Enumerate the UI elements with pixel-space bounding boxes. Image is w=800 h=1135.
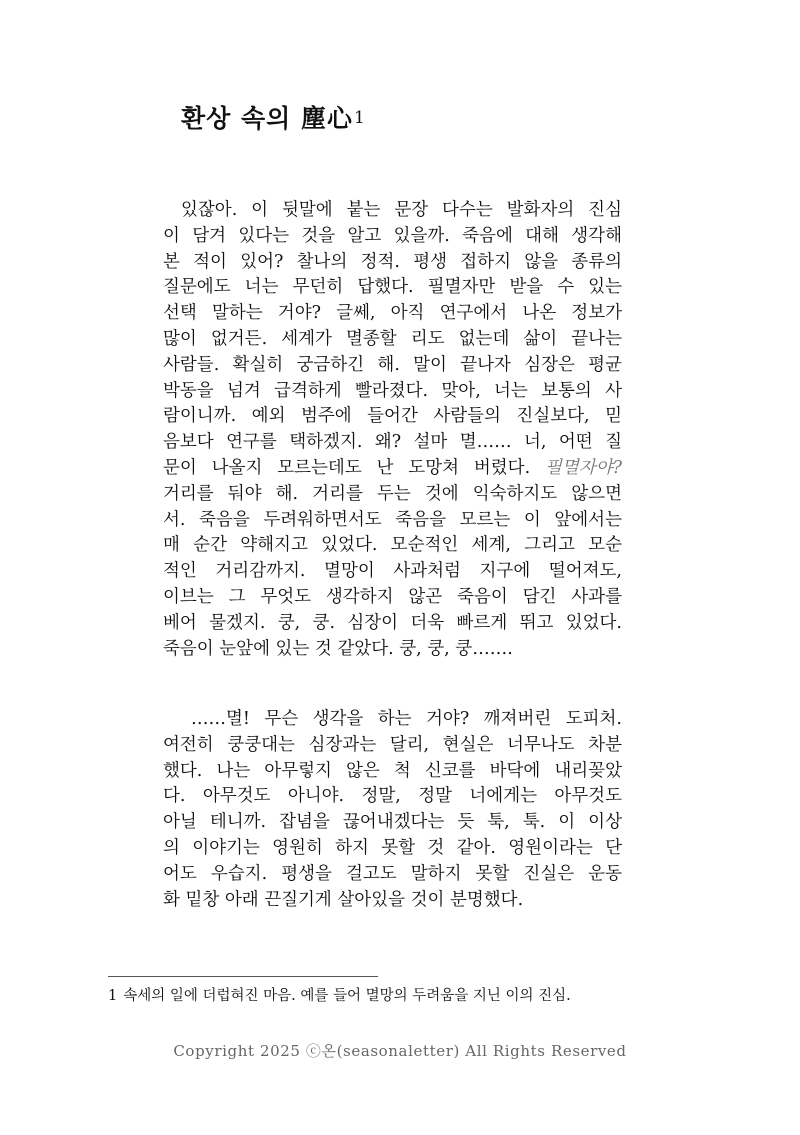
- paragraph-2: [163, 707, 622, 913]
- text-line: 음보다 연구를 택하겠지. 왜? 설마 멸…… 너, 어떤 질: [163, 432, 622, 453]
- text-line: 이 담겨 있다는 것을 알고 있을까. 죽음에 대해 생각해: [163, 225, 622, 246]
- text-line: 거리를 둬야 해. 거리를 두는 것에 익숙하지도 않으면: [163, 483, 622, 504]
- text-line: 베어 물겠지. 쿵, 쿵. 심장이 더욱 빠르게 뛰고 있었다.: [163, 612, 622, 633]
- footnote: [108, 986, 571, 1006]
- text-line: 다. 아무것도 아니야. 정말, 정말 너에게는 아무것도: [163, 786, 622, 807]
- copyright-notice: Copyright 2025 ⓒ온(seasonaletter) All Rights Reserved: [173, 1042, 627, 1060]
- text-line: 본 적이 있어? 찰나의 정적. 평생 접하지 않을 종류의: [163, 251, 622, 272]
- text-line: 질문에도 너는 무던히 답했다. 필멸자만 받을 수 있는: [163, 277, 622, 298]
- text-line-with-thought: [163, 456, 622, 482]
- text-line: 있잖아. 이 뒷말에 붙는 문장 다수는 발화자의 진심: [181, 200, 622, 220]
- text-line: 화 밑창 아래 끈질기게 살아있을 것이 분명했다.: [163, 889, 524, 910]
- text-line: 이브는 그 무엇도 생각하지 않곤 죽음이 담긴 사과를: [163, 586, 622, 607]
- footnote-text: 속세의 일에 더럽혀진 마음. 예를 들어 멸망의 두려움을 지닌 이의 진심.: [123, 988, 571, 1004]
- inner-thought-text: 필멸자야?: [544, 457, 622, 478]
- text-line: 사람들. 확실히 궁금하긴 해. 말이 끝나자 심장은 평균: [163, 354, 622, 375]
- text-line-main: 문이 나올지 모르는데도 난 도망쳐 버렸다.: [163, 457, 531, 478]
- text-line: 선택 말하는 거야? 글쎄, 아직 연구에서 나온 정보가: [163, 303, 622, 324]
- text-line: 여전히 쿵쿵대는 심장과는 달리, 현실은 너무나도 차분: [163, 734, 622, 755]
- text-line: 아닐 테니까. 잡념을 끊어내겠다는 듯 툭, 툭. 이 이상: [163, 812, 622, 833]
- footnote-divider: [108, 976, 378, 977]
- text-line: ……멸! 무슨 생각을 하는 거야? 깨져버린 도피처.: [191, 709, 622, 729]
- title-text: 환상 속의 塵心: [181, 104, 354, 133]
- text-line: 매 순간 약해지고 있었다. 모순적인 세계, 그리고 모순: [163, 535, 622, 556]
- text-line: 많이 없거든. 세계가 멸종할 리도 없는데 삶이 끝나는: [163, 328, 622, 349]
- text-line: 했다. 나는 아무렇지 않은 척 신코를 바닥에 내리꽂았: [163, 760, 622, 781]
- paragraph-1: [163, 198, 622, 662]
- text-line: 적인 거리감까지. 멸망이 사과처럼 지구에 떨어져도,: [163, 561, 622, 582]
- title-footnote-mark: 1: [354, 108, 366, 128]
- page-title: [181, 100, 366, 138]
- text-line: 죽음이 눈앞에 있는 것 같았다. 쿵, 쿵, 쿵…….: [163, 638, 513, 659]
- text-line: 람이니까. 예외 범주에 들어간 사람들의 진실보다, 믿: [163, 406, 622, 427]
- text-line: 서. 죽음을 두려워하면서도 죽음을 모르는 이 앞에서는: [163, 509, 622, 530]
- text-line: 어도 우습지. 평생을 걸고도 말하지 못할 진실은 운동: [163, 863, 622, 884]
- text-line: 의 이야기는 영원히 하지 못할 것 같아. 영원이라는 단: [163, 837, 622, 858]
- text-line: 박동을 넘겨 급격하게 빨라졌다. 맞아, 너는 보통의 사: [163, 380, 622, 401]
- footnote-number: 1: [108, 988, 118, 1004]
